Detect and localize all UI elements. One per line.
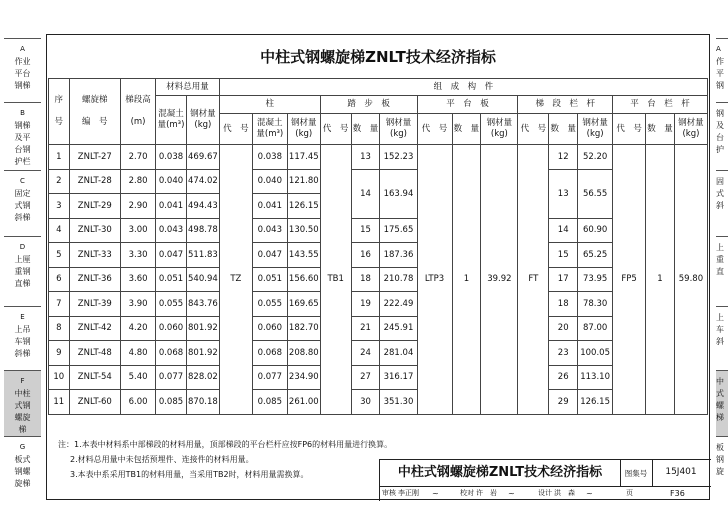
chapter-sidebar-right	[714, 0, 728, 515]
col-model: 螺旋梯 编 号	[69, 79, 120, 145]
cell-rail-qty: 29	[549, 390, 578, 415]
cell-column-steel: 261.00	[287, 390, 320, 415]
cell-height: 4.20	[121, 316, 156, 341]
table-row	[49, 390, 708, 415]
cell-rail-qty: 13	[549, 169, 578, 218]
sidebar-item-label: 及平	[14, 133, 31, 142]
cell-step-qty: 27	[351, 365, 380, 390]
cell-model: ZNLT-36	[69, 267, 120, 292]
sidebar-item-label: 式钢	[14, 401, 31, 410]
cell-column-concrete: 0.041	[252, 194, 287, 219]
cell-column-concrete: 0.040	[252, 169, 287, 194]
col-height: 梯段高 (m)	[121, 79, 156, 145]
sidebar-right-item-2[interactable]	[716, 102, 728, 170]
cell-rail-steel: 73.95	[578, 267, 613, 292]
cell-column-steel: 182.70	[287, 316, 320, 341]
cell-rail-steel: 100.05	[578, 341, 613, 366]
note-3: 3.本表中系采用TB1的材料用量，当采用TB2时，材料用量需换算。	[70, 470, 309, 479]
checker-signature: ~	[508, 489, 515, 498]
cell-height: 3.30	[121, 243, 156, 268]
col-material-total: 材料总用量	[156, 79, 220, 96]
cell-model: ZNLT-54	[69, 365, 120, 390]
cell-step-steel: 351.30	[380, 390, 417, 415]
sidebar-right-item-7[interactable]	[716, 436, 728, 498]
cell-step-qty: 14	[351, 169, 380, 218]
sidebar-right-item-label: 直	[716, 267, 724, 276]
cell-rail-qty: 26	[549, 365, 578, 390]
sub-concrete: 混凝土 量(m³)	[252, 114, 287, 145]
design-label: 设计	[538, 489, 552, 497]
cell-rail-steel: 113.10	[578, 365, 613, 390]
cell-no: 10	[49, 365, 70, 390]
title-block-signatures	[380, 486, 711, 501]
cell-step-steel: 163.94	[380, 169, 417, 218]
cell-steel: 494.43	[186, 194, 219, 219]
group-platform-rail: 平 台 栏 杆	[613, 96, 708, 114]
cell-column-concrete: 0.051	[252, 267, 287, 292]
cell-rail-qty: 20	[549, 316, 578, 341]
cell-steel: 843.76	[186, 292, 219, 317]
cell-column-steel: 121.80	[287, 169, 320, 194]
cell-step-qty: 15	[351, 218, 380, 243]
group-column: 柱	[219, 96, 320, 114]
sidebar-item-6[interactable]	[4, 370, 41, 436]
col-steel: 钢材量 (kg)	[186, 96, 219, 145]
sidebar-item-label: 固定	[14, 189, 31, 198]
cell-steel: 511.83	[186, 243, 219, 268]
designer-name: 洪 森	[554, 489, 575, 497]
sidebar-item-2[interactable]	[4, 102, 41, 170]
sidebar-right-item-label: 板	[716, 443, 724, 452]
cell-height: 3.00	[121, 218, 156, 243]
sidebar-item-label: 螺旋	[14, 413, 31, 422]
sidebar-item-3[interactable]	[4, 170, 41, 236]
sub-code: 代 号	[320, 114, 351, 145]
cell-model: ZNLT-28	[69, 169, 120, 194]
cell-rail-qty: 12	[549, 145, 578, 170]
cell-column-concrete: 0.085	[252, 390, 287, 415]
sidebar-right-item-label: 式	[716, 189, 724, 198]
sidebar-right-item-label: 车	[716, 325, 724, 334]
table-row	[49, 316, 708, 341]
cell-platform-qty: 1	[452, 145, 481, 415]
table-row	[49, 365, 708, 390]
cell-height: 3.60	[121, 267, 156, 292]
cell-column-steel: 169.65	[287, 292, 320, 317]
group-platform: 平 台 板	[417, 96, 518, 114]
cell-steel: 870.18	[186, 390, 219, 415]
sidebar-item-label: 钢梯	[14, 81, 31, 90]
designer-signature: ~	[586, 489, 593, 498]
cell-step-steel: 175.65	[380, 218, 417, 243]
cell-concrete: 0.077	[156, 365, 187, 390]
sidebar-item-code: C	[20, 177, 25, 185]
note-2: 2.材料总用量中未包括预埋件、连接件的材料用量。	[70, 455, 254, 464]
sub-steel: 钢材量 (kg)	[674, 114, 707, 145]
cell-height: 3.90	[121, 292, 156, 317]
cell-steel: 801.92	[186, 316, 219, 341]
title-block-name: 中柱式钢螺旋梯ZNLT技术经济指标	[380, 460, 621, 487]
cell-no: 2	[49, 169, 70, 194]
cell-column-concrete: 0.077	[252, 365, 287, 390]
sidebar-right-item-label: 中	[716, 377, 724, 386]
cell-rail-steel: 65.25	[578, 243, 613, 268]
sidebar-item-code: F	[20, 377, 25, 385]
sidebar-item-label: 钢梯	[14, 121, 31, 130]
cell-column-concrete: 0.038	[252, 145, 287, 170]
cell-column-code: TZ	[219, 145, 252, 415]
check-label: 校对	[460, 489, 474, 497]
cell-concrete: 0.047	[156, 243, 187, 268]
cell-steel: 801.92	[186, 341, 219, 366]
cell-rail-steel: 56.55	[578, 169, 613, 218]
cell-column-steel: 143.55	[287, 243, 320, 268]
sidebar-right-item-label: 固	[716, 177, 724, 186]
sidebar-right-item-6[interactable]	[716, 370, 728, 436]
cell-model: ZNLT-29	[69, 194, 120, 219]
chapter-sidebar	[0, 0, 45, 515]
sidebar-item-label: 作业	[14, 57, 31, 66]
group-rail: 梯 段 栏 杆	[518, 96, 613, 114]
table-row	[49, 267, 708, 292]
cell-step-qty: 18	[351, 267, 380, 292]
cell-step-steel: 316.17	[380, 365, 417, 390]
cell-model: ZNLT-48	[69, 341, 120, 366]
col-concrete: 混凝土 量(m³)	[156, 96, 187, 145]
sidebar-right-item-code: A	[716, 45, 721, 53]
sidebar-item-5[interactable]	[4, 306, 41, 370]
table-row	[49, 341, 708, 366]
sidebar-right-item-label: 式	[716, 389, 724, 398]
sidebar-right-item-label: 螺	[716, 401, 724, 410]
cell-no: 4	[49, 218, 70, 243]
sidebar-right-item-5[interactable]	[716, 306, 728, 370]
table-row	[49, 243, 708, 268]
cell-steel: 828.02	[186, 365, 219, 390]
sidebar-right-item-label: 上	[716, 243, 724, 252]
sidebar-item-4[interactable]	[4, 236, 41, 306]
sidebar-right-item-label: 护	[716, 145, 724, 154]
cell-steel: 498.78	[186, 218, 219, 243]
cell-concrete: 0.068	[156, 341, 187, 366]
cell-rail-qty: 15	[549, 243, 578, 268]
sub-qty: 数 量	[646, 114, 675, 145]
sidebar-item-label: 斜梯	[14, 213, 31, 222]
reviewer-signature: ~	[432, 489, 439, 498]
sidebar-right-item-label: 上	[716, 313, 724, 322]
sidebar-item-label: 车钢	[14, 337, 31, 346]
cell-concrete: 0.040	[156, 169, 187, 194]
sidebar-item-code: B	[20, 109, 25, 117]
sidebar-right-item-label: 台	[716, 133, 724, 142]
cell-step-steel: 245.91	[380, 316, 417, 341]
sidebar-item-code: D	[19, 243, 26, 251]
cell-platform-code: LTP3	[417, 145, 452, 415]
sidebar-item-label: 钢螺	[14, 467, 31, 476]
cell-column-concrete: 0.060	[252, 316, 287, 341]
sidebar-item-label: 上厘	[14, 255, 31, 264]
sidebar-item-1[interactable]	[4, 38, 41, 102]
sub-code: 代 号	[613, 114, 646, 145]
cell-concrete: 0.051	[156, 267, 187, 292]
title-block	[379, 459, 711, 501]
cell-concrete: 0.060	[156, 316, 187, 341]
table-row	[49, 145, 708, 170]
sidebar-right-item-label: 梯	[716, 413, 724, 422]
sub-steel: 钢材量 (kg)	[380, 114, 417, 145]
sidebar-item-code: A	[20, 45, 25, 53]
sub-qty: 数 量	[351, 114, 380, 145]
sidebar-item-label: 平台	[14, 69, 31, 78]
cell-rail-qty: 23	[549, 341, 578, 366]
cell-height: 2.80	[121, 169, 156, 194]
sub-code: 代 号	[518, 114, 549, 145]
atlas-number: 15J401	[665, 467, 697, 477]
cell-step-steel: 281.04	[380, 341, 417, 366]
cell-step-steel: 210.78	[380, 267, 417, 292]
cell-column-steel: 130.50	[287, 218, 320, 243]
sidebar-right-item-label: 平	[716, 69, 724, 78]
sidebar-item-label: 直梯	[14, 279, 31, 288]
cell-step-code: TB1	[320, 145, 351, 415]
cell-no: 11	[49, 390, 70, 415]
sub-steel: 钢材量 (kg)	[287, 114, 320, 145]
cell-step-steel: 222.49	[380, 292, 417, 317]
sidebar-item-code: E	[20, 313, 25, 321]
sidebar-right-item-label: 斜	[716, 201, 724, 210]
cell-rail-code: FT	[518, 145, 549, 415]
cell-rail-qty: 18	[549, 292, 578, 317]
sidebar-item-label: 护栏	[14, 157, 31, 166]
sidebar-item-label: 斜梯	[14, 349, 31, 358]
cell-concrete: 0.038	[156, 145, 187, 170]
cell-column-steel: 208.80	[287, 341, 320, 366]
sidebar-right-item-label: 及	[716, 121, 724, 130]
group-step: 踏 步 板	[320, 96, 417, 114]
sidebar-right-item-label: 钢	[716, 109, 724, 118]
sidebar-item-label: 梯	[18, 425, 27, 434]
cell-model: ZNLT-39	[69, 292, 120, 317]
sub-code: 代 号	[219, 114, 252, 145]
sub-steel: 钢材量 (kg)	[578, 114, 613, 145]
cell-step-qty: 16	[351, 243, 380, 268]
cell-platform-steel: 39.92	[481, 145, 518, 415]
page-label: 页	[626, 489, 633, 497]
sidebar-item-7[interactable]	[4, 436, 41, 498]
cell-column-concrete: 0.068	[252, 341, 287, 366]
cell-height: 6.00	[121, 390, 156, 415]
cell-step-qty: 30	[351, 390, 380, 415]
cell-concrete: 0.055	[156, 292, 187, 317]
sidebar-right-item-label: 钢	[716, 455, 724, 464]
cell-rail-steel: 60.90	[578, 218, 613, 243]
index-table	[48, 78, 708, 415]
sub-steel: 钢材量 (kg)	[481, 114, 518, 145]
sidebar-right-item-label: 重	[716, 255, 724, 264]
cell-no: 5	[49, 243, 70, 268]
cell-model: ZNLT-30	[69, 218, 120, 243]
sidebar-right-item-label: 作	[716, 57, 724, 66]
cell-model: ZNLT-60	[69, 390, 120, 415]
cell-model: ZNLT-42	[69, 316, 120, 341]
cell-column-steel: 234.90	[287, 365, 320, 390]
cell-no: 8	[49, 316, 70, 341]
cell-column-steel: 156.60	[287, 267, 320, 292]
cell-rail-qty: 17	[549, 267, 578, 292]
cell-step-qty: 13	[351, 145, 380, 170]
cell-rail-steel: 87.00	[578, 316, 613, 341]
col-components: 组 成 构 件	[219, 79, 707, 96]
sidebar-right-item-1[interactable]	[716, 38, 728, 102]
sidebar-right-item-3[interactable]	[716, 170, 728, 236]
sidebar-right-item-label: 旋	[716, 467, 724, 476]
cell-steel: 540.94	[186, 267, 219, 292]
sub-code: 代 号	[417, 114, 452, 145]
cell-column-concrete: 0.043	[252, 218, 287, 243]
cell-no: 3	[49, 194, 70, 219]
table-row	[49, 292, 708, 317]
cell-step-qty: 21	[351, 316, 380, 341]
sidebar-item-label: 式钢	[14, 201, 31, 210]
checker-name: 许 岩	[476, 489, 497, 497]
table-row	[49, 218, 708, 243]
page-title: 中柱式钢螺旋梯ZNLT技术经济指标	[260, 48, 496, 66]
cell-concrete: 0.041	[156, 194, 187, 219]
cell-no: 7	[49, 292, 70, 317]
cell-rail-steel: 52.20	[578, 145, 613, 170]
reviewer-name: 李正刚	[398, 489, 419, 497]
cell-rail-steel: 126.15	[578, 390, 613, 415]
sidebar-right-item-4[interactable]	[716, 236, 728, 306]
sidebar-item-label: 旋梯	[14, 479, 31, 488]
sidebar-right-item-label: 斜	[716, 337, 724, 346]
cell-column-steel: 126.15	[287, 194, 320, 219]
notes	[58, 437, 393, 482]
cell-step-steel: 152.23	[380, 145, 417, 170]
note-1: 注：1.本表中材料系中部梯段的材料用量，顶部梯段的平台栏杆应按FP6的材料用量进行换算。	[58, 440, 393, 449]
sidebar-item-label: 上吊	[14, 325, 31, 334]
sidebar-item-label: 台钢	[14, 145, 31, 154]
cell-step-qty: 24	[351, 341, 380, 366]
cell-step-qty: 19	[351, 292, 380, 317]
sidebar-item-label: 板式	[14, 455, 31, 464]
cell-steel: 474.02	[186, 169, 219, 194]
review-label: 审核	[382, 489, 396, 497]
cell-height: 4.80	[121, 341, 156, 366]
cell-concrete: 0.085	[156, 390, 187, 415]
cell-model: ZNLT-27	[69, 145, 120, 170]
cell-rail-steel: 78.30	[578, 292, 613, 317]
cell-platform-rail-steel: 59.80	[674, 145, 707, 415]
sidebar-item-label: 重钢	[14, 267, 31, 276]
atlas-label: 图集号	[624, 469, 648, 478]
sidebar-item-label: 中柱	[14, 389, 31, 398]
cell-step-steel: 187.36	[380, 243, 417, 268]
cell-steel: 469.67	[186, 145, 219, 170]
cell-column-steel: 117.45	[287, 145, 320, 170]
cell-model: ZNLT-33	[69, 243, 120, 268]
page-number: F36	[670, 489, 685, 498]
cell-no: 1	[49, 145, 70, 170]
cell-height: 2.90	[121, 194, 156, 219]
cell-platform-rail-qty: 1	[646, 145, 675, 415]
cell-rail-qty: 14	[549, 218, 578, 243]
sidebar-item-code: G	[19, 443, 26, 451]
table-row	[49, 169, 708, 194]
cell-concrete: 0.043	[156, 218, 187, 243]
cell-platform-rail-code: FP5	[613, 145, 646, 415]
cell-no: 9	[49, 341, 70, 366]
sub-qty: 数 量	[452, 114, 481, 145]
cell-no: 6	[49, 267, 70, 292]
sub-qty: 数 量	[549, 114, 578, 145]
cell-height: 2.70	[121, 145, 156, 170]
cell-column-concrete: 0.055	[252, 292, 287, 317]
cell-column-concrete: 0.047	[252, 243, 287, 268]
col-seq: 序 号	[49, 79, 70, 145]
cell-height: 5.40	[121, 365, 156, 390]
sidebar-right-item-label: 钢	[716, 81, 724, 90]
